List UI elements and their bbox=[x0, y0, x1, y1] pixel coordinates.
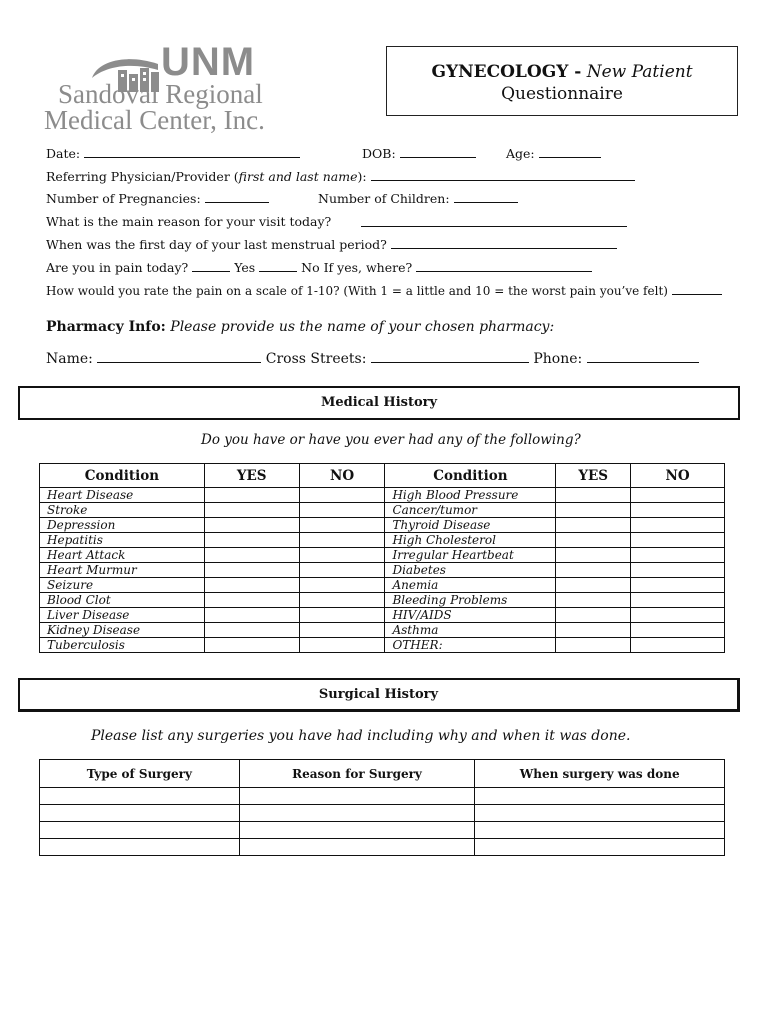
no-checkbox-cell[interactable] bbox=[631, 623, 725, 638]
condition-cell: Heart Murmur bbox=[40, 563, 205, 578]
table-row bbox=[40, 805, 725, 822]
referring-field[interactable] bbox=[371, 169, 635, 181]
referring-label-suffix: ): bbox=[357, 169, 367, 184]
yes-checkbox-cell[interactable] bbox=[204, 548, 299, 563]
yes-checkbox-cell[interactable] bbox=[556, 563, 631, 578]
no-checkbox-cell[interactable] bbox=[299, 563, 385, 578]
table-row bbox=[40, 563, 725, 578]
table-row bbox=[40, 788, 725, 805]
table-row bbox=[40, 638, 725, 653]
medical-history-prompt: Do you have or have you ever had any of the following? bbox=[201, 432, 581, 448]
yes-checkbox-cell[interactable] bbox=[204, 638, 299, 653]
menstrual-field[interactable] bbox=[391, 237, 617, 249]
pain-row bbox=[46, 260, 592, 276]
condition-cell: Heart Disease bbox=[40, 488, 205, 503]
conditions-table bbox=[39, 463, 725, 653]
no-checkbox-cell[interactable] bbox=[631, 608, 725, 623]
reason-field[interactable] bbox=[361, 215, 627, 227]
yes-checkbox-cell[interactable] bbox=[556, 623, 631, 638]
pharmacy-header bbox=[46, 318, 554, 336]
dob-field[interactable] bbox=[400, 146, 476, 158]
condition-cell: High Blood Pressure bbox=[385, 488, 556, 503]
yes-checkbox-cell[interactable] bbox=[556, 578, 631, 593]
title-line-2: Questionnaire bbox=[501, 84, 623, 104]
pain-scale-field[interactable] bbox=[672, 283, 722, 295]
surgery-table bbox=[39, 759, 725, 856]
condition-cell: Tuberculosis bbox=[40, 638, 205, 653]
condition-cell: Blood Clot bbox=[40, 593, 205, 608]
surgery-type-cell[interactable] bbox=[40, 788, 240, 805]
pharmacy-name-field[interactable] bbox=[97, 350, 261, 363]
title-dept: GYNECOLOGY - bbox=[431, 62, 582, 82]
yes-checkbox-cell[interactable] bbox=[204, 623, 299, 638]
table-row bbox=[40, 488, 725, 503]
condition-cell: Kidney Disease bbox=[40, 623, 205, 638]
surgery-type-cell[interactable] bbox=[40, 839, 240, 856]
no-checkbox-cell[interactable] bbox=[631, 533, 725, 548]
condition-cell: Hepatitis bbox=[40, 533, 205, 548]
age-row bbox=[506, 146, 601, 162]
table-row bbox=[40, 533, 725, 548]
date-label: Date: bbox=[46, 146, 81, 161]
no-checkbox-cell[interactable] bbox=[299, 533, 385, 548]
condition-cell: Seizure bbox=[40, 578, 205, 593]
no-checkbox-cell[interactable] bbox=[299, 503, 385, 518]
yes-checkbox-cell[interactable] bbox=[204, 593, 299, 608]
dob-label: DOB: bbox=[362, 146, 396, 161]
logo bbox=[44, 42, 334, 136]
title-kind: New Patient bbox=[586, 62, 693, 82]
pain-question: Are you in pain today? bbox=[46, 260, 189, 275]
yes-checkbox-cell[interactable] bbox=[556, 593, 631, 608]
referring-label-italic: first and last name bbox=[238, 169, 358, 184]
yes-checkbox-cell[interactable] bbox=[556, 548, 631, 563]
pharmacy-phone-field[interactable] bbox=[587, 350, 699, 363]
condition-cell: Irregular Heartbeat bbox=[385, 548, 556, 563]
pharmacy-fields bbox=[46, 350, 699, 368]
table-row bbox=[40, 578, 725, 593]
col-surgery-reason: Reason for Surgery bbox=[239, 760, 475, 788]
yes-checkbox-cell[interactable] bbox=[204, 518, 299, 533]
surgery-when-cell[interactable] bbox=[475, 805, 725, 822]
surgery-reason-cell[interactable] bbox=[239, 839, 475, 856]
yes-checkbox-cell[interactable] bbox=[204, 503, 299, 518]
col-no-right: NO bbox=[631, 464, 725, 488]
surgery-reason-cell[interactable] bbox=[239, 805, 475, 822]
surgical-history-heading: Surgical History bbox=[18, 678, 740, 712]
surgery-reason-cell[interactable] bbox=[239, 822, 475, 839]
yes-checkbox-cell[interactable] bbox=[556, 608, 631, 623]
no-checkbox-cell[interactable] bbox=[299, 593, 385, 608]
children-row bbox=[318, 191, 518, 207]
col-yes-right: YES bbox=[556, 464, 631, 488]
reason-label: What is the main reason for your visit today? bbox=[46, 214, 332, 229]
logo-line-1: Sandoval Regional bbox=[58, 79, 263, 109]
condition-cell: Asthma bbox=[385, 623, 556, 638]
condition-cell: Diabetes bbox=[385, 563, 556, 578]
pharmacy-label: Pharmacy Info: bbox=[46, 319, 166, 335]
conditions-header-row bbox=[40, 464, 725, 488]
condition-cell: Liver Disease bbox=[40, 608, 205, 623]
pain-yes-field[interactable] bbox=[192, 260, 230, 272]
table-row bbox=[40, 593, 725, 608]
condition-cell: Depression bbox=[40, 518, 205, 533]
condition-cell: Anemia bbox=[385, 578, 556, 593]
pain-no-label: No If yes, where? bbox=[301, 260, 413, 275]
logo-line-2: Medical Center, Inc. bbox=[44, 105, 265, 135]
condition-cell: High Cholesterol bbox=[385, 533, 556, 548]
pharmacy-cross-label: Cross Streets: bbox=[265, 351, 367, 367]
col-no-left: NO bbox=[299, 464, 385, 488]
no-checkbox-cell[interactable] bbox=[631, 563, 725, 578]
pharmacy-name-label: Name: bbox=[46, 351, 93, 367]
pain-yes-label: Yes bbox=[234, 260, 256, 275]
col-condition-left: Condition bbox=[40, 464, 205, 488]
yes-checkbox-cell[interactable] bbox=[204, 488, 299, 503]
condition-cell: Cancer/tumor bbox=[385, 503, 556, 518]
pain-scale-row bbox=[46, 283, 722, 299]
pharmacy-instruction: Please provide us the name of your chosen pharmacy: bbox=[170, 319, 555, 335]
surgery-when-cell[interactable] bbox=[475, 839, 725, 856]
col-surgery-when: When surgery was done bbox=[475, 760, 725, 788]
yes-checkbox-cell[interactable] bbox=[556, 488, 631, 503]
yes-checkbox-cell[interactable] bbox=[556, 503, 631, 518]
pharmacy-cross-field[interactable] bbox=[371, 350, 529, 363]
condition-cell: Stroke bbox=[40, 503, 205, 518]
yes-checkbox-cell[interactable] bbox=[204, 563, 299, 578]
age-label: Age: bbox=[506, 146, 535, 161]
no-checkbox-cell[interactable] bbox=[299, 578, 385, 593]
col-surgery-type: Type of Surgery bbox=[40, 760, 240, 788]
date-row bbox=[46, 146, 300, 162]
date-field[interactable] bbox=[84, 146, 300, 158]
yes-checkbox-cell[interactable] bbox=[204, 533, 299, 548]
table-row bbox=[40, 623, 725, 638]
reason-row bbox=[46, 214, 331, 230]
condition-cell: Thyroid Disease bbox=[385, 518, 556, 533]
pain-location-field[interactable] bbox=[416, 260, 592, 272]
menstrual-label: When was the first day of your last menstrual period? bbox=[46, 237, 387, 252]
surgery-type-cell[interactable] bbox=[40, 822, 240, 839]
table-row bbox=[40, 839, 725, 856]
pain-scale-label: How would you rate the pain on a scale of 1-10? (With 1 = a little and 10 = the worst pain you’ve felt) bbox=[46, 284, 668, 298]
medical-history-heading: Medical History bbox=[18, 386, 740, 420]
no-checkbox-cell[interactable] bbox=[631, 488, 725, 503]
yes-checkbox-cell[interactable] bbox=[556, 638, 631, 653]
surgery-reason-cell[interactable] bbox=[239, 788, 475, 805]
col-condition-right: Condition bbox=[385, 464, 556, 488]
table-row bbox=[40, 518, 725, 533]
no-checkbox-cell[interactable] bbox=[299, 608, 385, 623]
children-field[interactable] bbox=[454, 191, 518, 203]
col-yes-left: YES bbox=[204, 464, 299, 488]
no-checkbox-cell[interactable] bbox=[631, 578, 725, 593]
no-checkbox-cell[interactable] bbox=[631, 638, 725, 653]
surgical-history-prompt: Please list any surgeries you have had including why and when it was done. bbox=[91, 728, 631, 744]
surgery-header-row bbox=[40, 760, 725, 788]
title-line-1 bbox=[387, 61, 737, 83]
pregnancies-row bbox=[46, 191, 269, 207]
title-box bbox=[386, 46, 738, 116]
referring-row bbox=[46, 169, 635, 185]
no-checkbox-cell[interactable] bbox=[299, 623, 385, 638]
menstrual-row bbox=[46, 237, 617, 253]
yes-checkbox-cell[interactable] bbox=[204, 578, 299, 593]
pregnancies-field[interactable] bbox=[205, 191, 269, 203]
surgery-when-cell[interactable] bbox=[475, 822, 725, 839]
condition-cell: Bleeding Problems bbox=[385, 593, 556, 608]
referring-label-prefix: Referring Physician/Provider ( bbox=[46, 169, 239, 184]
no-checkbox-cell[interactable] bbox=[631, 593, 725, 608]
table-row bbox=[40, 822, 725, 839]
yes-checkbox-cell[interactable] bbox=[204, 608, 299, 623]
pharmacy-phone-label: Phone: bbox=[533, 351, 583, 367]
pregnancies-label: Number of Pregnancies: bbox=[46, 191, 201, 206]
table-row bbox=[40, 548, 725, 563]
yes-checkbox-cell[interactable] bbox=[556, 533, 631, 548]
logo-abbrev: UNM bbox=[161, 40, 256, 84]
condition-cell: Heart Attack bbox=[40, 548, 205, 563]
no-checkbox-cell[interactable] bbox=[299, 518, 385, 533]
no-checkbox-cell[interactable] bbox=[631, 518, 725, 533]
children-label: Number of Children: bbox=[318, 191, 450, 206]
no-checkbox-cell[interactable] bbox=[299, 638, 385, 653]
dob-row bbox=[362, 146, 476, 162]
table-row bbox=[40, 503, 725, 518]
yes-checkbox-cell[interactable] bbox=[556, 518, 631, 533]
no-checkbox-cell[interactable] bbox=[631, 548, 725, 563]
condition-cell: OTHER: bbox=[385, 638, 556, 653]
no-checkbox-cell[interactable] bbox=[299, 548, 385, 563]
pain-no-field[interactable] bbox=[259, 260, 297, 272]
surgery-when-cell[interactable] bbox=[475, 788, 725, 805]
no-checkbox-cell[interactable] bbox=[631, 503, 725, 518]
age-field[interactable] bbox=[539, 146, 601, 158]
surgery-type-cell[interactable] bbox=[40, 805, 240, 822]
condition-cell: HIV/AIDS bbox=[385, 608, 556, 623]
no-checkbox-cell[interactable] bbox=[299, 488, 385, 503]
table-row bbox=[40, 608, 725, 623]
